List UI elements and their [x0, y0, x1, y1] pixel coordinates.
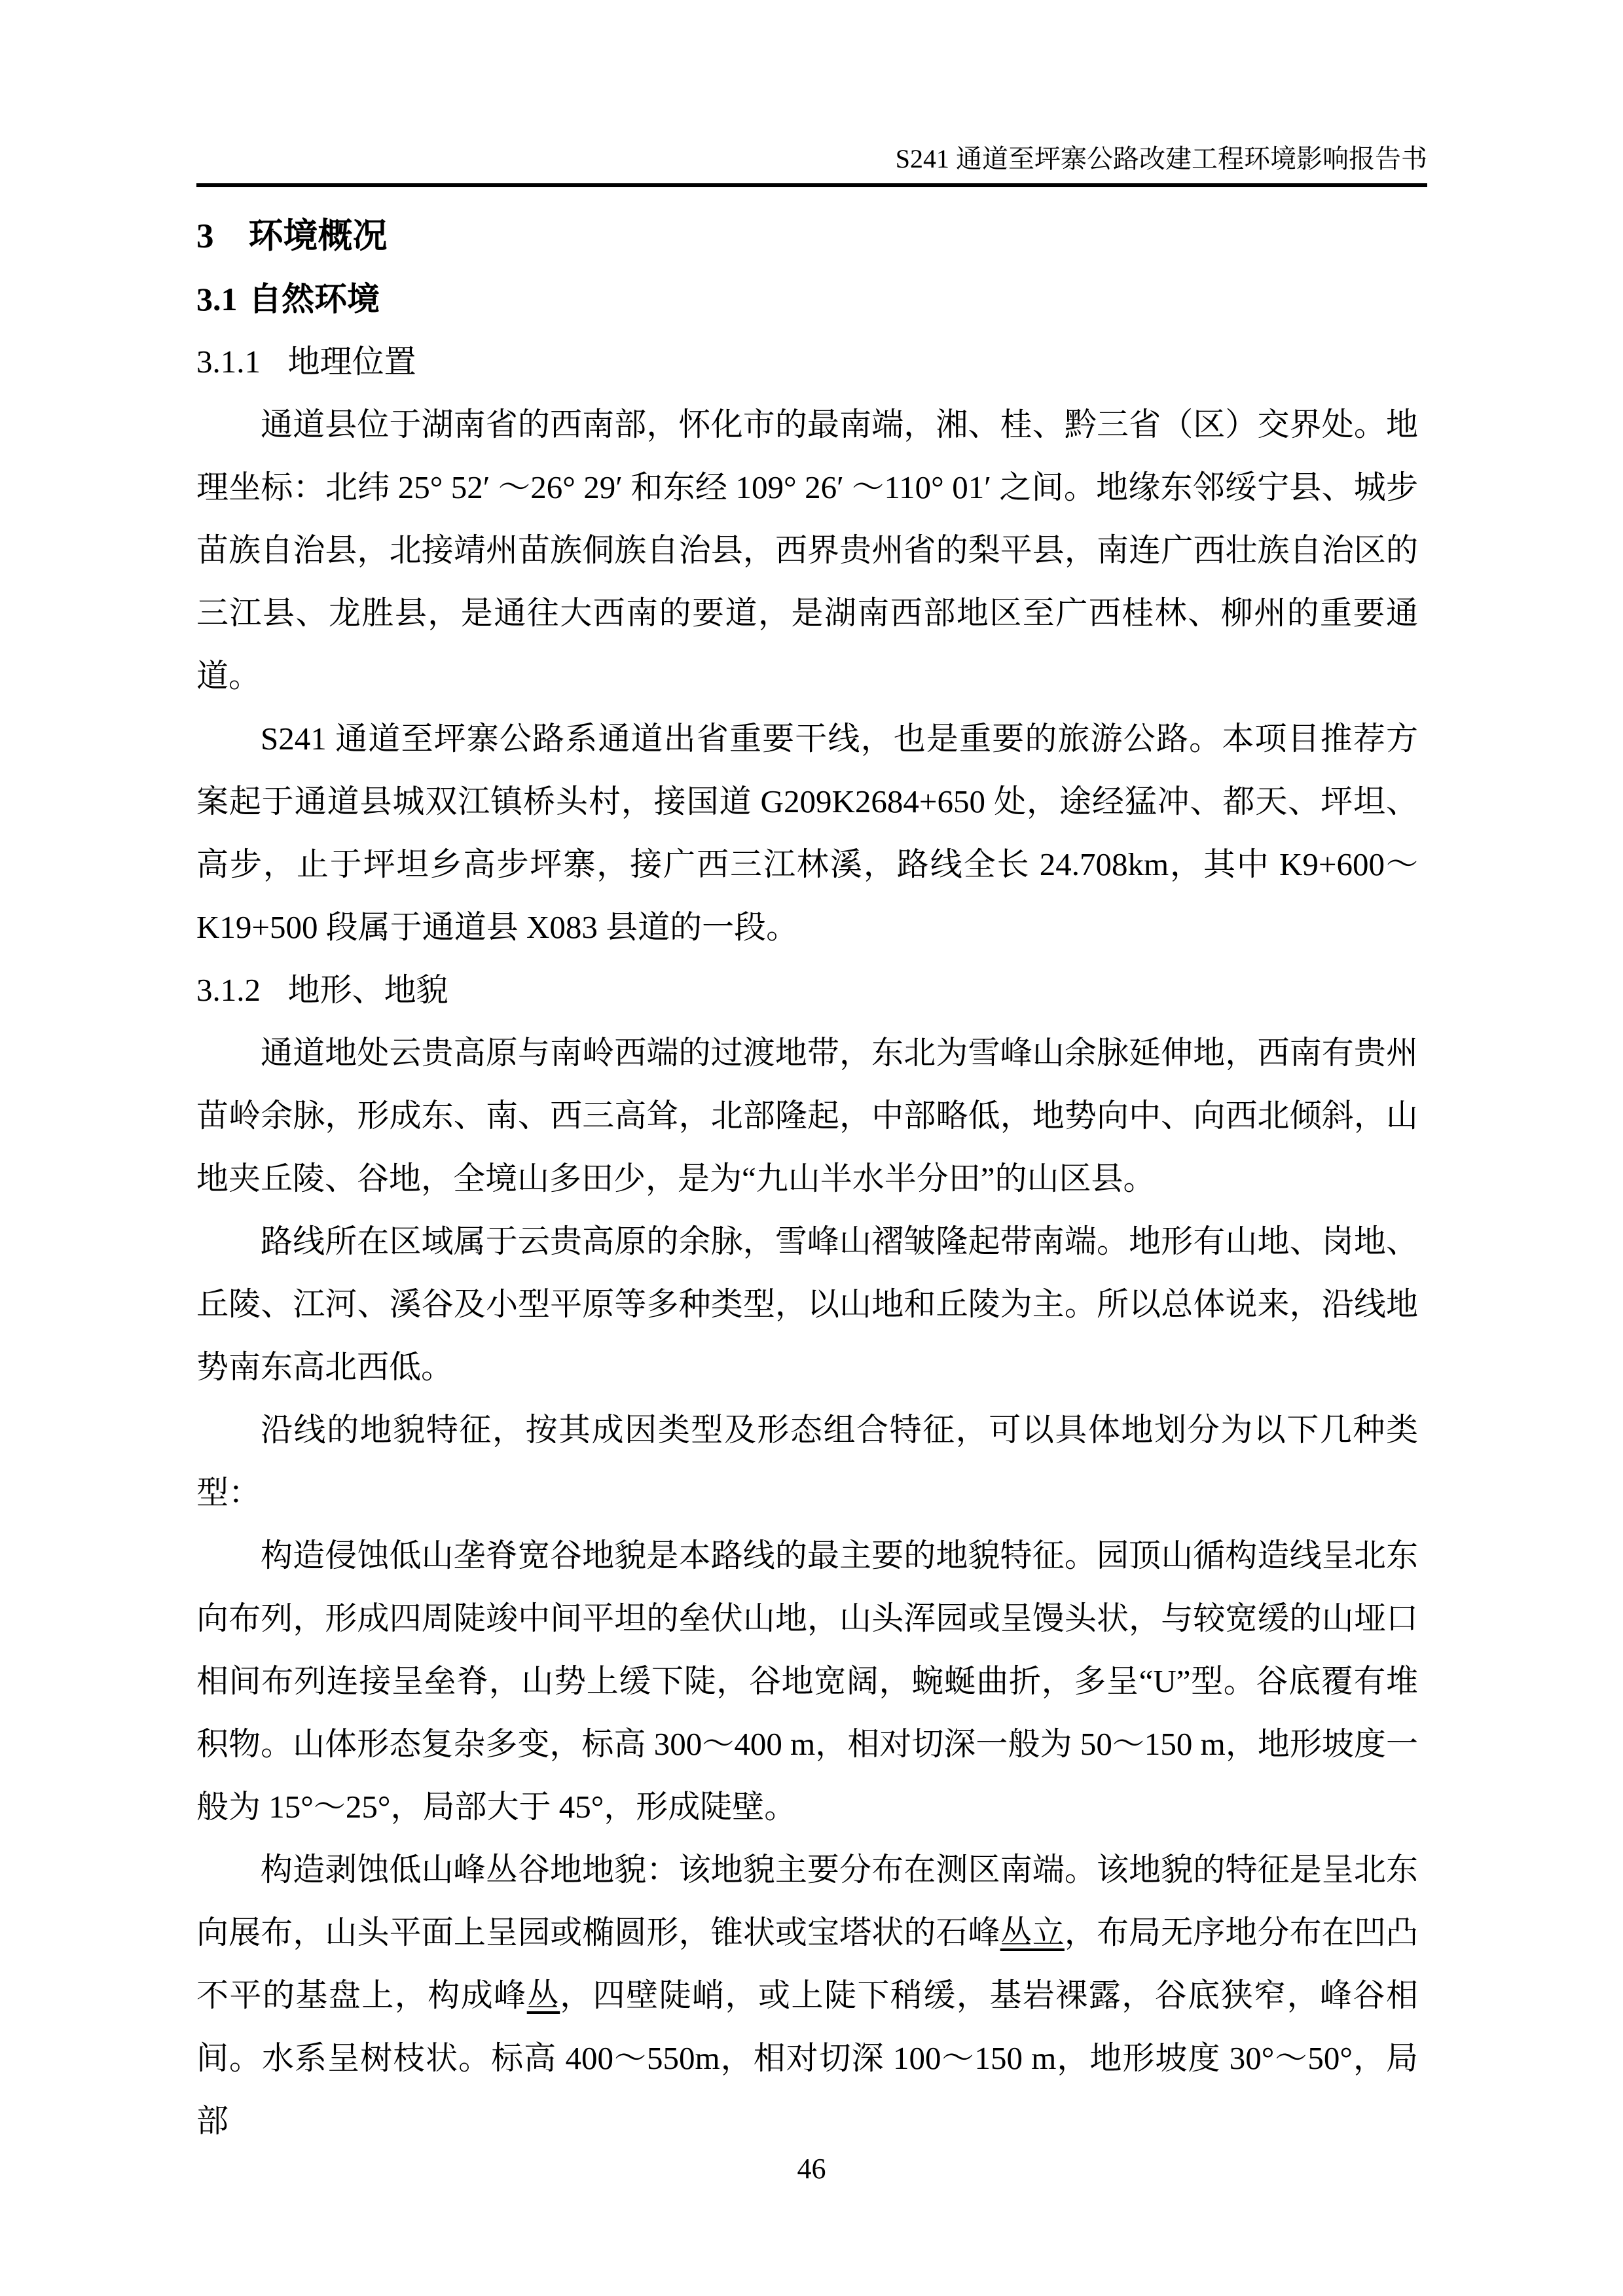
paragraph-geographic-location-2: S241 通道至坪寨公路系通道出省重要干线，也是重要的旅游公路。本项目推荐方案起于通道县城双江镇桥头村，接国道 G209K2684+650 处，途经猛冲、都天、坪坦、高步，止于坪坦乡高步坪寨，接广西三江林溪，路线全长 24.708km，其中 K9+600～K19+500 段属于通道县 X083 县道的一段。 — [196, 721, 1418, 945]
underlined-term: 丛立 — [1000, 1914, 1065, 1950]
section-number: 3.1.1 — [196, 344, 261, 380]
paragraph-terrain-3: 沿线的地貌特征，按其成因类型及形态组合特征，可以具体地划分为以下几种类型： — [196, 1412, 1418, 1511]
section-heading-3-1-2 — [196, 959, 1418, 1022]
header-title: S241 通道至坪寨公路改建工程环境影响报告书 — [895, 144, 1427, 173]
section-number: 3.1.2 — [196, 972, 261, 1008]
text-run: ，布局无序地分布在凹凸不平的基盘上，构成峰 — [196, 1914, 1418, 2013]
section-title: 自然环境 — [249, 281, 380, 317]
section-heading-3-1 — [196, 268, 1418, 331]
section-number: 3.1 — [196, 281, 238, 317]
text-run: 构造剥蚀低山峰丛谷地地貌：该地貌主要分布在测区南端。该地貌的特征是呈北东向展布，山头平面上呈园或椭圆形，锥状或宝塔状的石峰 — [196, 1852, 1418, 1950]
page-number: 46 — [797, 2153, 826, 2185]
page-content — [196, 205, 1418, 2153]
paragraph-landform-type-2 — [196, 1839, 1418, 2153]
running-header — [196, 143, 1427, 187]
page-footer — [0, 2152, 1623, 2186]
section-title: 地形、地貌 — [287, 972, 448, 1008]
paragraph-landform-type-1: 构造侵蚀低山垄脊宽谷地貌是本路线的最主要的地貌特征。园顶山循构造线呈北东向布列，形成四周陡竣中间平坦的垒伏山地，山头浑园或呈馒头状，与较宽缓的山垭口相间布列连接呈垒脊，山势上缓下陡，谷地宽阔，蜿蜒曲折，多呈“U”型。谷底覆有堆积物。山体形态复杂多变，标高 300～400 m，相对切深一般为 50～150 m，地形坡度一般为 15°～25°，局部大于 45°，形成陡壁。 — [196, 1537, 1418, 1825]
underlined-term: 丛 — [526, 1977, 560, 2013]
section-heading-3-1-1 — [196, 331, 1418, 393]
text-run: ，四壁陡峭，或上陡下稍缓，基岩裸露，谷底狭窄，峰谷相间。水系呈树枝状。标高 400～550m，相对切深 100～150 m，地形坡度 30°～50°，局部 — [196, 1977, 1418, 2139]
section-title: 环境概况 — [248, 217, 388, 255]
section-number: 3 — [196, 217, 214, 255]
paragraph-geographic-location-1: 通道县位于湖南省的西南部，怀化市的最南端，湘、桂、黔三省（区）交界处。地理坐标：北纬 25° 52′ ～26° 29′ 和东经 109° 26′ ～110° 01′ 之间。地缘东邻绥宁县、城步苗族自治县，北接靖州苗族侗族自治县，西界贵州省的梨平县，南连广西壮族自治区的三江县、龙胜县，是通往大西南的要道，是湖南西部地区至广西桂林、柳州的重要通道。 — [196, 406, 1418, 694]
section-heading-3 — [196, 205, 1418, 268]
paragraph-terrain-1: 通道地处云贵高原与南岭西端的过渡地带，东北为雪峰山余脉延伸地，西南有贵州苗岭余脉，形成东、南、西三高耸，北部隆起，中部略低，地势向中、向西北倾斜，山地夹丘陵、谷地，全境山多田少，是为“九山半水半分田”的山区县。 — [196, 1035, 1418, 1196]
section-title: 地理位置 — [287, 344, 416, 380]
paragraph-terrain-2: 路线所在区域属于云贵高原的余脉，雪峰山褶皱隆起带南端。地形有山地、岗地、丘陵、江河、溪谷及小型平原等多种类型，以山地和丘陵为主。所以总体说来，沿线地势南东高北西低。 — [196, 1223, 1418, 1385]
